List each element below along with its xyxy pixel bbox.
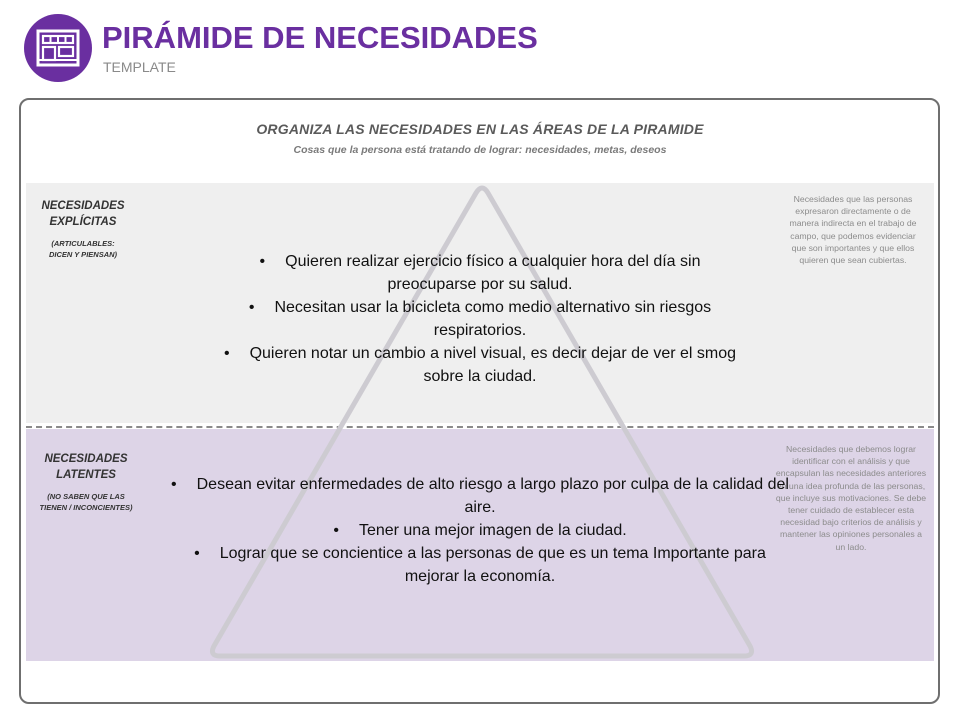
panel-heading: ORGANIZA LAS NECESIDADES EN LAS ÁREAS DE LA PIRAMIDE <box>256 121 704 137</box>
explicit-needs-list <box>220 250 740 388</box>
list-item-text: Lograr que se concientice a las personas de que es un tema Importante para mejorar la economía. <box>219 545 766 585</box>
bullet-icon: • <box>194 545 200 562</box>
latent-needs-list <box>170 473 790 588</box>
list-item <box>170 519 790 542</box>
latent-needs-content <box>170 473 790 588</box>
list-item-text: Tener una mejor imagen de la ciudad. <box>358 522 627 539</box>
section-divider <box>26 426 934 428</box>
list-item <box>220 296 740 342</box>
page-subtitle: TEMPLATE <box>103 59 176 75</box>
bullet-icon: • <box>223 345 230 362</box>
explicit-note-line1: (ARTICULABLES: <box>51 239 115 248</box>
bullet-icon: • <box>259 253 266 270</box>
bullet-icon: • <box>171 476 177 493</box>
explicit-note-line2: DICEN Y PIENSAN) <box>48 250 118 259</box>
explicit-needs-content <box>220 250 740 388</box>
list-item-text: Desean evitar enfermedades de alto riesgo a largo plazo por culpa de la calidad del aire. <box>196 476 789 516</box>
logo-badge <box>24 14 92 82</box>
latent-note-line1: (NO SABEN QUE LAS <box>47 492 125 501</box>
explicit-label-line1: NECESIDADES <box>41 200 125 212</box>
list-item-text: Necesitan usar la bicicleta como medio alternativo sin riesgos respiratorios. <box>274 299 712 339</box>
page-title: PIRÁMIDE DE NECESIDADES <box>102 20 538 55</box>
bullet-icon: • <box>248 299 255 316</box>
explicit-needs-label <box>28 198 138 260</box>
list-item <box>220 250 740 296</box>
latent-needs-description: Necesidades que debemos lograr identificar con el análisis y que encapsulan las necesidades anteriores en una idea profunda de las personas, que incluye sus motivaciones. Se debe tener cuidado de establecer esta necesidad bajo criterios de análisis y mantener las opiniones personales a un lado. <box>775 444 927 552</box>
list-item <box>170 473 790 519</box>
panel-subheading: Cosas que la persona está tratando de lograr: necesidades, metas, deseos <box>293 144 667 156</box>
list-item-text: Quieren notar un cambio a nivel visual, es decir dejar de ver el smog sobre la ciudad. <box>249 345 737 385</box>
storefront-icon <box>34 24 82 72</box>
list-item-text: Quieren realizar ejercicio físico a cualquier hora del día sin preocuparse por su salud. <box>285 253 701 293</box>
explicit-needs-description: Necesidades que las personas expresaron directamente o de manera indirecta en el trabajo de campo, que podemos evidenciar que son importantes y que ellos quieren que sean cubiertas. <box>789 194 917 266</box>
list-item <box>170 542 790 588</box>
latent-note-line2: TIENEN / INCONCIENTES) <box>39 503 133 512</box>
list-item <box>220 342 740 388</box>
explicit-label-line2: EXPLÍCITAS <box>49 216 117 228</box>
latent-label-line1: NECESIDADES <box>44 453 128 465</box>
latent-label-line2: LATENTES <box>56 469 116 481</box>
bullet-icon: • <box>333 522 339 539</box>
latent-needs-label <box>28 451 144 513</box>
